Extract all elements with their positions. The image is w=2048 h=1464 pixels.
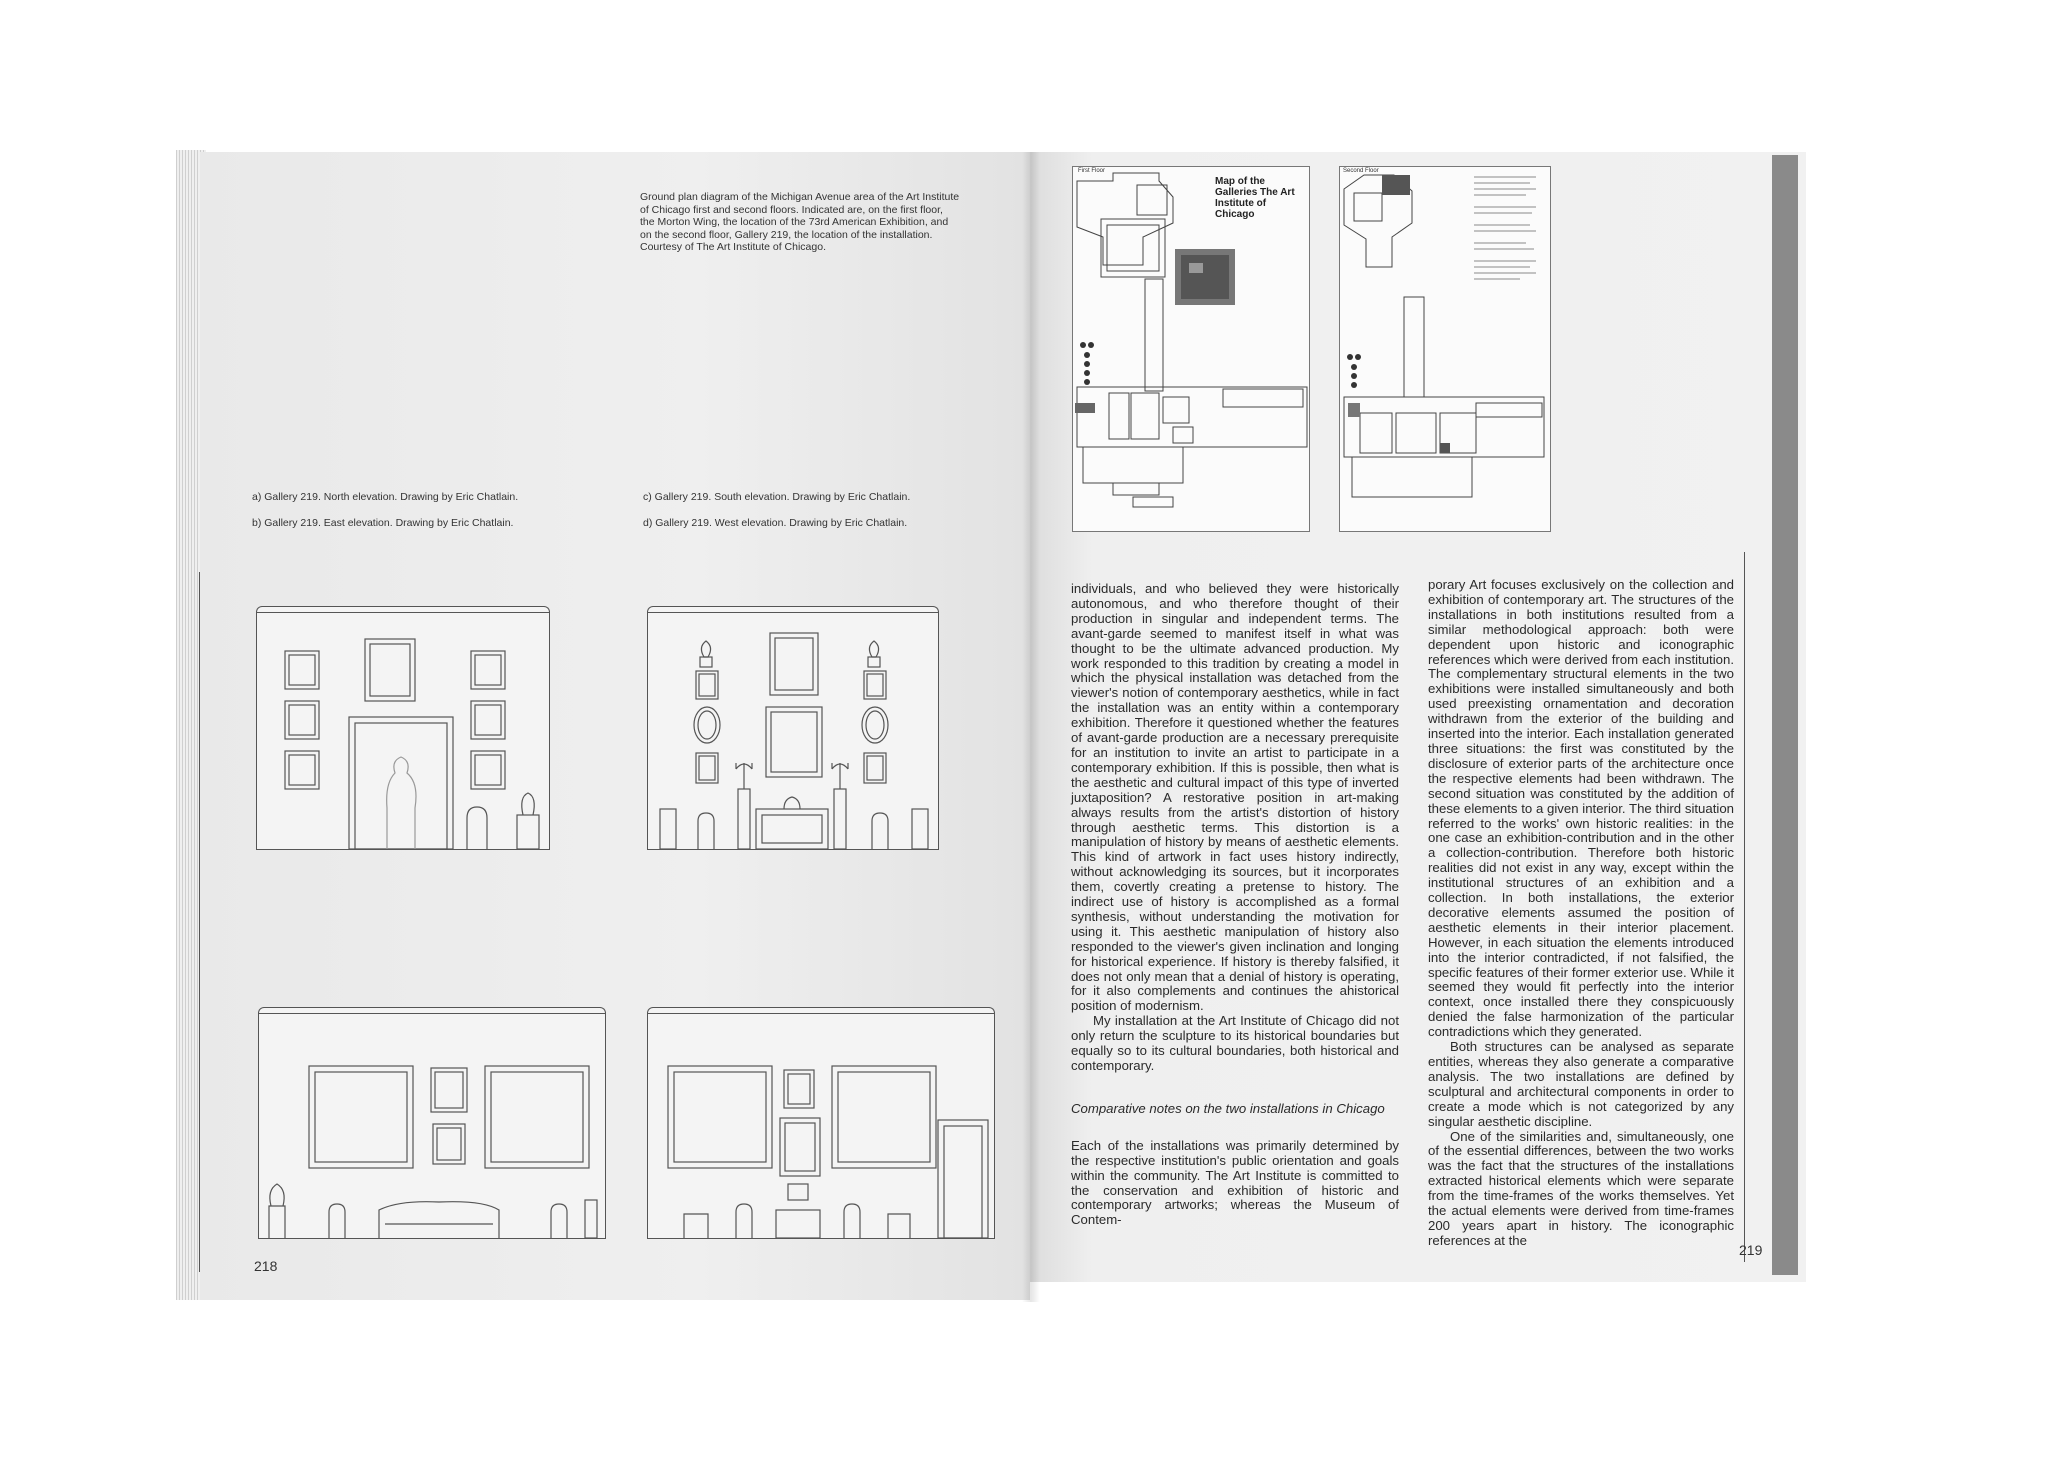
second-floor-plan-svg: [1340, 167, 1550, 531]
ground-plan-caption: Ground plan diagram of the Michigan Avenue area of the Art Institute of Chicago first and second floors. Indicated are, on the first floor, the Morton Wing, the location of the 73rd American Exhibition, and on the second floor, Gallery 219, the location of the installation. Courtesy of The Art Institute of Chicago.: [640, 191, 960, 253]
column-1-paragraph-3: Each of the installations was primarily determined by the respective institution's public orientation and goals within the community. The Art Institute is committed to the conservation and exhibition of historic and contemporary artworks; whereas the Museum of Contem-: [1071, 1137, 1399, 1228]
north-elevation-svg: [257, 613, 549, 849]
second-floor-label: Second Floor: [1343, 168, 1379, 174]
column-2-paragraph-2: Both structures can be analysed as separate entities, whereas they also generate a comparative analysis. The two installations are defined by sculptural and architectural components in order to create a mode which is not categorized by any singular aesthetic discipline.: [1428, 1039, 1734, 1129]
column-2-paragraph-1: porary Art focuses exclusively on the collection and exhibition of contemporary art. The structures of the installations in both institutions resulted from a similar methodological approach: both were dependent upon historic and iconographic references which were derived from each institution. The complementary structural elements in the two exhibitions were installed simultaneously and both used preexisting ornamentation and decoration withdrawn from the exterior of the building and inserted into the interior. Each installation generated three situations: the first was constituted by the disclosure of exterior parts of the architecture once the respective elements had been withdrawn. The second situation was constituted by the addition of these elements to a given interior. The third situation referred to the works' own historic realities: in the one case an exhibition-contribution and in the other a collection-contribution. Therefore both historic realities did not exist in any way, except within the institutional structures of an exhibition and a collection. In both installations, the exterior decorative elements assumed the position of aesthetic elements in their interior placement. However, in each situation the elements introduced into the interior contradicted, if not falsified, the specific features of their former exterior use. While it seemed they would fit perfectly into the interior context, once installed there they conspicuously denied the false harmonization of the particular contradictions which they generated.: [1428, 577, 1734, 1040]
north-elevation-drawing: [256, 612, 550, 850]
south-elevation-svg: [648, 613, 938, 849]
first-floor-label: First Floor: [1078, 168, 1105, 174]
west-elevation-svg: [648, 1014, 994, 1238]
caption-b: b) Gallery 219. East elevation. Drawing by Eric Chatlain.: [252, 517, 514, 529]
east-elevation-svg: [259, 1014, 605, 1238]
book-gutter: [1022, 152, 1040, 1302]
first-floor-plan-svg: [1073, 167, 1309, 531]
text-column-2: [1428, 578, 1734, 1249]
east-elevation-drawing: [258, 1013, 606, 1239]
caption-a: a) Gallery 219. North elevation. Drawing by Eric Chatlain.: [252, 491, 519, 503]
south-elevation-drawing: [647, 612, 939, 850]
page-number-right: 219: [1739, 1242, 1763, 1258]
map-title: Map of the Galleries The Art Institute of Chicago: [1215, 176, 1295, 220]
column-1-paragraph-2: My installation at the Art Institute of Chicago did not only return the sculpture to its historical boundaries but equally so to its cultural boundaries, both historical and contemporary.: [1071, 1013, 1399, 1073]
page-edge-strip: [1772, 155, 1798, 1275]
second-floor-map: [1339, 166, 1551, 532]
column-2-paragraph-3: One of the similarities and, simultaneously, one of the essential differences, between the two works was the fact that the structures of the installations extracted historical elements which were separate from the time-frames of the works themselves. Yet the actual elements were derived from time-frames 200 years apart in history. The iconographic references at the: [1428, 1128, 1734, 1248]
column-rule: [1744, 552, 1745, 1262]
caption-d: d) Gallery 219. West elevation. Drawing by Eric Chatlain.: [643, 517, 908, 529]
caption-c: c) Gallery 219. South elevation. Drawing by Eric Chatlain.: [643, 491, 911, 503]
section-subheading: Comparative notes on the two installations in Chicago: [1071, 1100, 1385, 1116]
first-floor-map: [1072, 166, 1310, 532]
west-elevation-drawing: [647, 1013, 995, 1239]
page-number-left: 218: [254, 1258, 278, 1274]
margin-rule: [199, 572, 200, 1272]
column-1-paragraph-1: individuals, and who believed they were historically autonomous, and who therefore thought of their production in singular and independent terms. The avant-garde seemed to manifest itself in what was thought to be the ultimate advanced production. My work responded to this tradition by creating a model in which the physical installation was detached from the viewer's notion of contemporary aesthetics, while in fact the installation was an entity within a contemporary exhibition. Therefore it questioned whether the features of avant-garde production are a necessary prerequisite for an institution to invite an artist to participate in a contemporary exhibition. If this is possible, then what is the aesthetic and cultural impact of this type of inverted juxtaposition? A restorative position in art-making always results from the artist's distortion of history through aesthetic terms. This distortion is a manipulation of history by means of aesthetic elements. This kind of artwork in fact uses history indirectly, without acknowledging its sources, but it incorporates them, covertly creating a pretense to history. The indirect use of history is accomplished as a formal synthesis, without understanding the motivation for using it. This aesthetic manipulation of history also responded to the viewer's given inclination and longing for historical experience. If history is thereby falsified, it does not only mean that a denial of history is operating, for it also complements and continues the ahistorical position of modernism.: [1071, 581, 1399, 1014]
text-column-1: [1071, 582, 1399, 1228]
